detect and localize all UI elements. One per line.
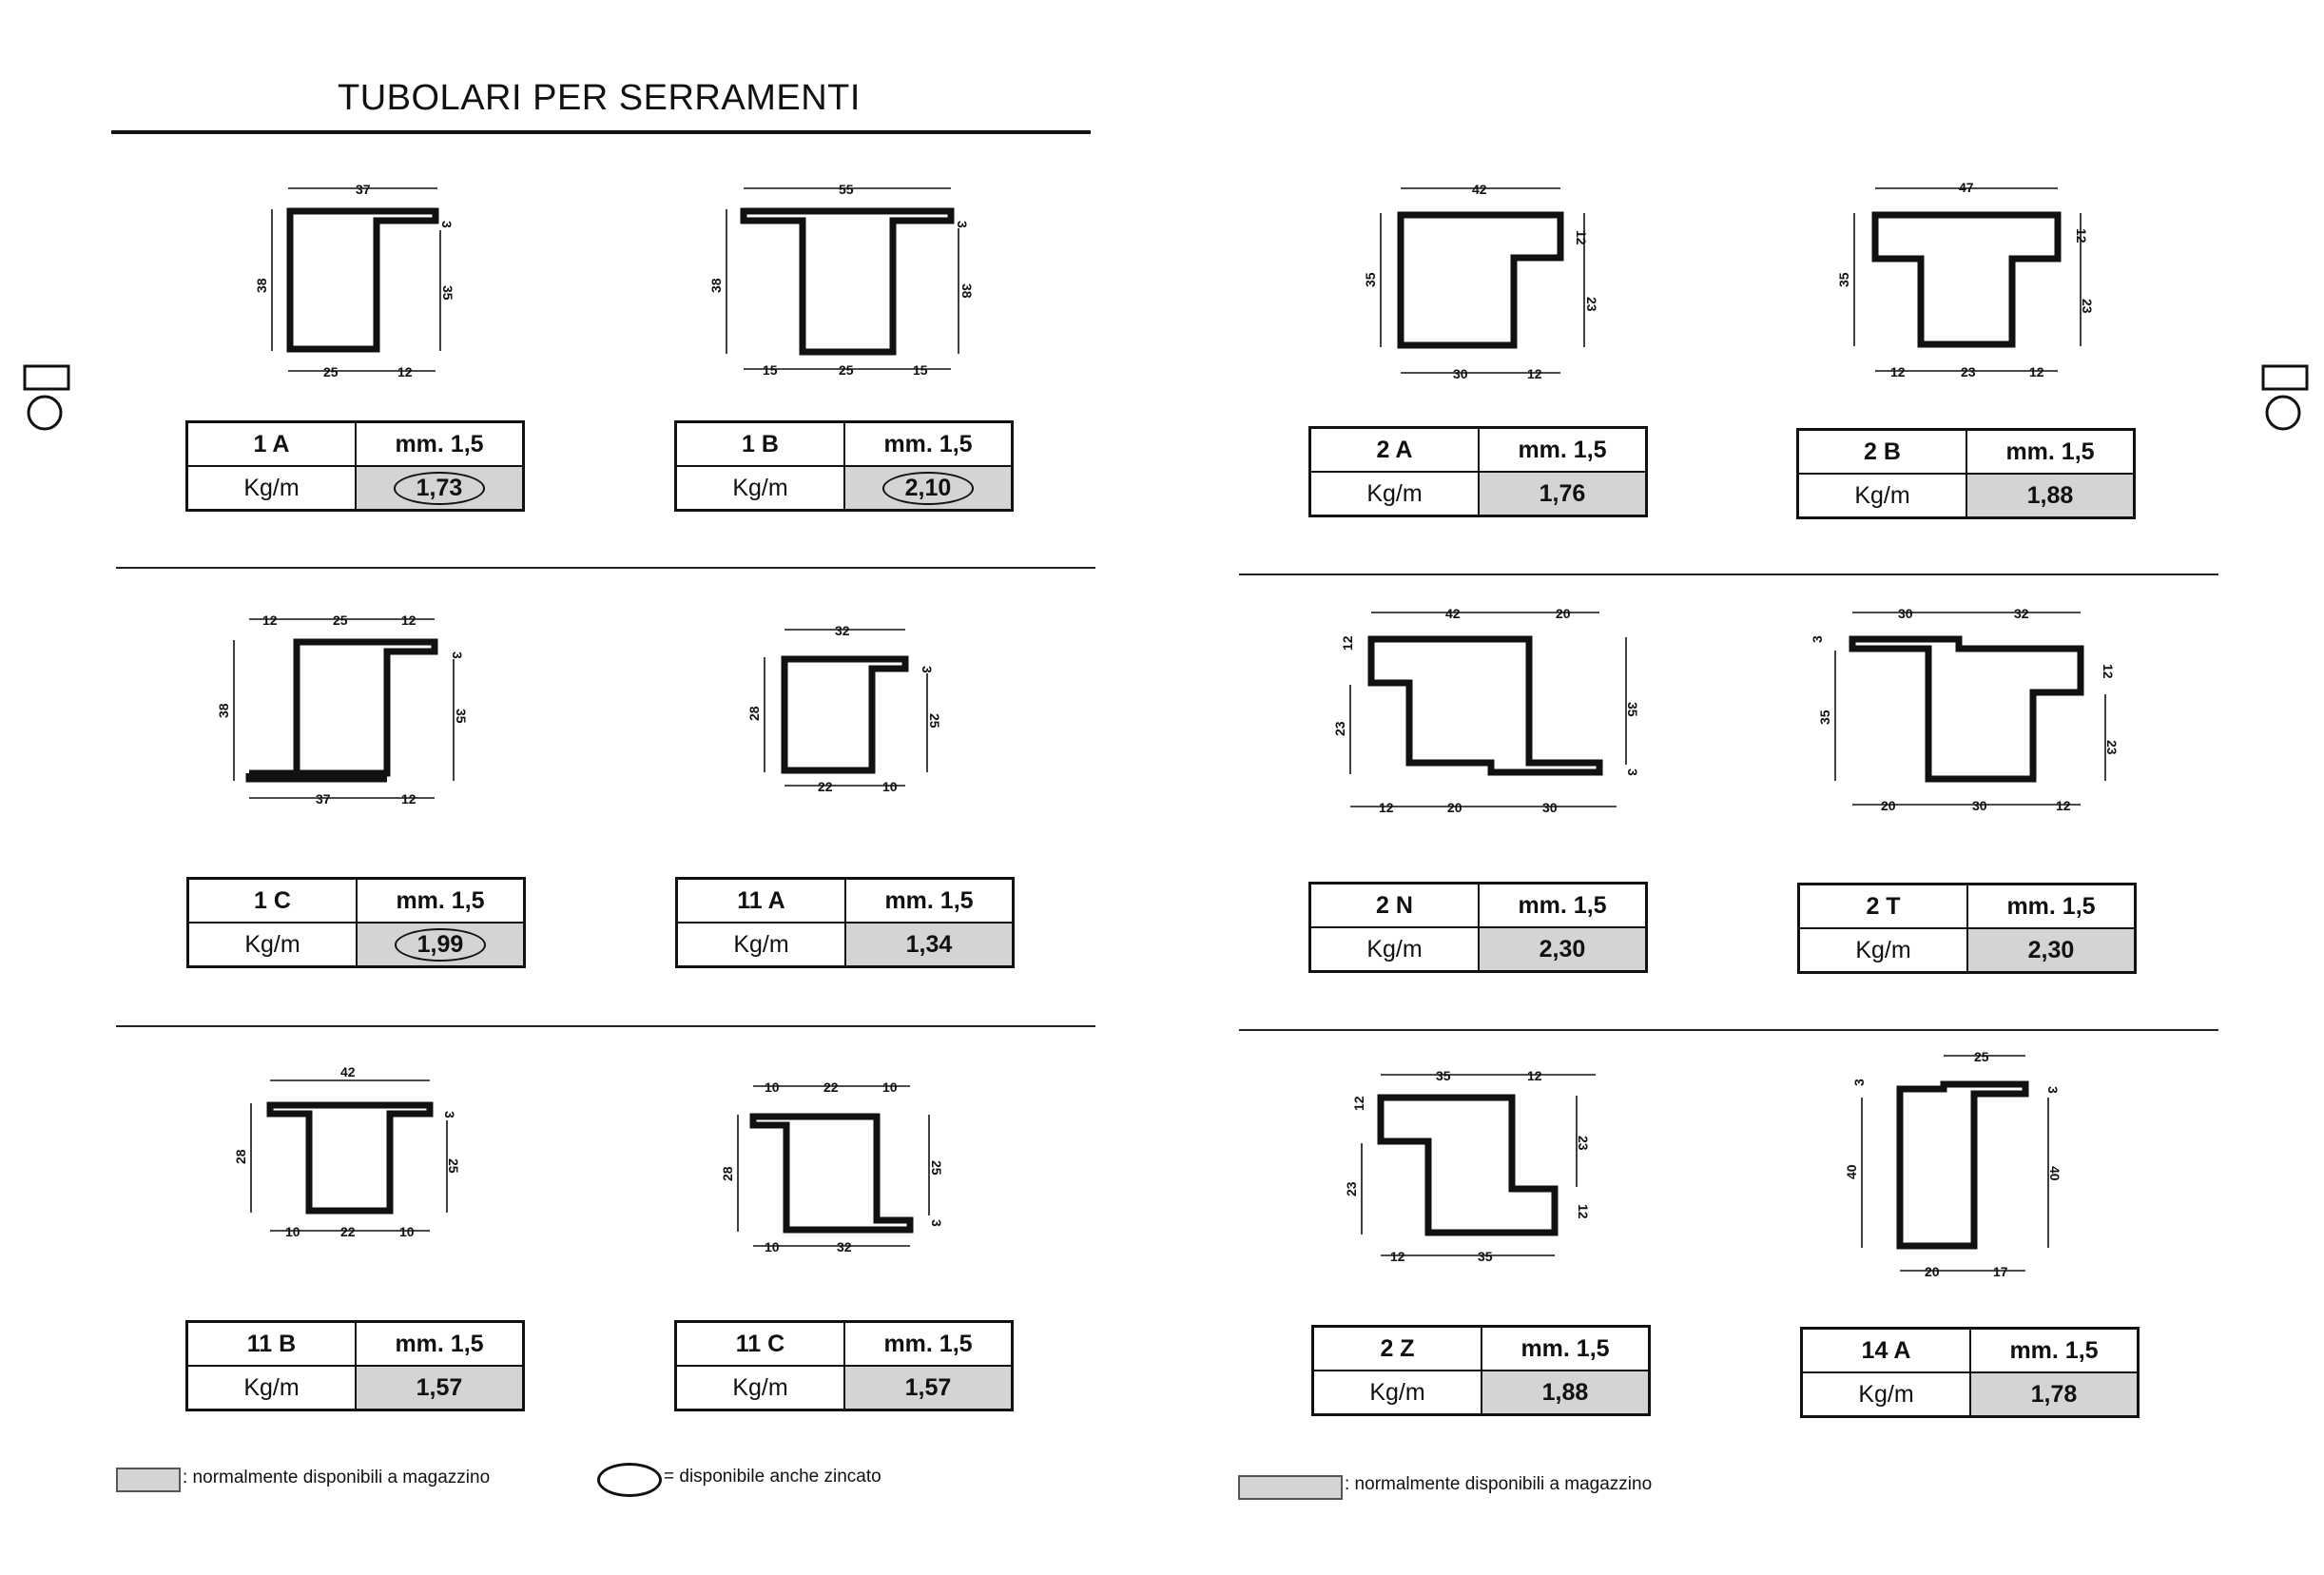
svg-text:15: 15 [763, 362, 778, 378]
weight-value: 2,30 [1967, 928, 2136, 973]
svg-text:23: 23 [1584, 297, 1599, 312]
spec-table-2n [1308, 882, 1648, 973]
thickness: mm. 1,5 [1479, 884, 1647, 928]
unit-label: Kg/m [187, 1366, 357, 1410]
svg-text:17: 17 [1993, 1264, 2008, 1279]
svg-text:3: 3 [442, 1111, 457, 1118]
svg-text:40: 40 [1844, 1164, 1859, 1179]
svg-text:40: 40 [2047, 1166, 2063, 1181]
weight-value: 2,30 [1479, 927, 1647, 972]
thickness: mm. 1,5 [356, 1322, 524, 1367]
profile-code: 1 C [188, 879, 358, 924]
weight-value: 1,57 [356, 1366, 524, 1410]
svg-text:42: 42 [340, 1064, 356, 1079]
svg-text:23: 23 [1961, 364, 1976, 379]
svg-text:28: 28 [720, 1166, 735, 1181]
svg-text:23: 23 [1332, 721, 1347, 736]
profile-drawing-2n [1331, 595, 1655, 824]
thickness: mm. 1,5 [1482, 1327, 1650, 1371]
svg-text:25: 25 [1974, 1049, 1989, 1064]
unit-label: Kg/m [677, 923, 846, 967]
profile-code: 2 T [1799, 885, 1968, 929]
svg-text:32: 32 [2014, 606, 2029, 621]
svg-text:28: 28 [233, 1149, 248, 1164]
spec-table-2z [1311, 1325, 1651, 1416]
legend-zinc-label: = disponibile anche zincato [664, 1467, 881, 1487]
unit-label: Kg/m [676, 1366, 845, 1410]
profile-code: 14 A [1802, 1329, 1971, 1373]
svg-text:12: 12 [1379, 800, 1394, 815]
svg-text:42: 42 [1472, 182, 1487, 197]
svg-text:23: 23 [2080, 299, 2095, 314]
unit-label: Kg/m [1313, 1371, 1482, 1415]
svg-text:12: 12 [1574, 230, 1589, 245]
svg-text:12: 12 [401, 791, 416, 807]
svg-text:3: 3 [439, 221, 455, 228]
weight-value: 1,78 [1970, 1372, 2139, 1417]
svg-text:12: 12 [2101, 664, 2116, 679]
svg-text:10: 10 [765, 1079, 780, 1095]
svg-text:25: 25 [929, 1160, 944, 1176]
svg-text:20: 20 [1447, 800, 1462, 815]
thickness: mm. 1,5 [1966, 430, 2135, 475]
svg-text:25: 25 [323, 364, 339, 379]
spec-table-2b [1796, 428, 2136, 519]
section-divider [1239, 1029, 2218, 1031]
zinc-ring: 2,10 [882, 472, 975, 505]
profile-drawing-11c [720, 1063, 972, 1273]
spec-table-2t [1797, 883, 2137, 974]
svg-text:12: 12 [2074, 228, 2089, 243]
unit-label: Kg/m [676, 466, 845, 511]
profile-code: 2 N [1310, 884, 1480, 928]
unit-label: Kg/m [1799, 928, 1968, 973]
svg-text:30: 30 [1453, 366, 1468, 381]
unit-label: Kg/m [1802, 1372, 1971, 1417]
svg-text:12: 12 [1527, 366, 1542, 381]
spec-table-14a [1800, 1327, 2140, 1418]
svg-text:55: 55 [839, 182, 854, 197]
profile-drawing-11a [742, 609, 970, 818]
svg-text:25: 25 [333, 612, 348, 628]
svg-text:10: 10 [765, 1239, 780, 1254]
thickness: mm. 1,5 [1967, 885, 2136, 929]
legend-stock-label: : normalmente disponibili a magazzino [183, 1468, 491, 1488]
page-title: TUBOLARI PER SERRAMENTI [338, 78, 861, 118]
unit-label: Kg/m [187, 466, 357, 511]
profile-code: 2 Z [1313, 1327, 1482, 1371]
svg-text:12: 12 [2029, 364, 2044, 379]
svg-text:12: 12 [2056, 798, 2071, 813]
svg-text:20: 20 [1556, 606, 1571, 621]
svg-text:32: 32 [837, 1239, 852, 1254]
svg-text:38: 38 [254, 278, 269, 293]
svg-text:23: 23 [1576, 1136, 1591, 1151]
svg-text:20: 20 [1925, 1264, 1940, 1279]
svg-text:12: 12 [1340, 635, 1355, 651]
svg-text:20: 20 [1881, 798, 1896, 813]
profile-drawing-1b [708, 171, 981, 390]
svg-text:10: 10 [882, 1079, 898, 1095]
section-divider [116, 1025, 1095, 1027]
svg-text:3: 3 [1810, 635, 1825, 643]
svg-text:42: 42 [1445, 606, 1461, 621]
weight-value: 1,34 [845, 923, 1014, 967]
svg-text:35: 35 [454, 709, 469, 724]
unit-label: Kg/m [1310, 472, 1480, 516]
svg-text:38: 38 [708, 278, 724, 293]
svg-text:28: 28 [746, 706, 762, 721]
svg-text:12: 12 [397, 364, 413, 379]
zinc-ring: 1,99 [395, 928, 487, 962]
section-divider [1239, 574, 2218, 575]
svg-text:35: 35 [1836, 272, 1851, 287]
spec-table-1a [185, 420, 525, 512]
svg-text:3: 3 [2045, 1086, 2061, 1094]
svg-text:32: 32 [835, 623, 850, 638]
thickness: mm. 1,5 [357, 879, 525, 924]
profile-drawing-1c [216, 602, 487, 821]
profile-code: 2 A [1310, 428, 1480, 473]
profile-drawing-2b [1837, 171, 2113, 390]
spec-table-1b [674, 420, 1014, 512]
svg-text:3: 3 [1625, 768, 1640, 776]
thickness: mm. 1,5 [844, 422, 1013, 467]
svg-text:30: 30 [1972, 798, 1987, 813]
profile-code: 11 B [187, 1322, 357, 1367]
svg-text:12: 12 [1390, 1249, 1405, 1264]
svg-text:35: 35 [1478, 1249, 1493, 1264]
svg-text:25: 25 [927, 713, 942, 729]
spec-table-11c [674, 1320, 1014, 1411]
spec-table-11a [675, 877, 1015, 968]
profile-code: 1 A [187, 422, 357, 467]
binder-icon-right [2259, 363, 2313, 434]
svg-text:10: 10 [285, 1224, 300, 1239]
svg-text:23: 23 [1344, 1181, 1359, 1196]
binder-icon-left [21, 363, 74, 434]
profile-drawing-1a [255, 171, 464, 390]
spec-table-1c [186, 877, 526, 968]
profile-drawing-2a [1356, 171, 1613, 390]
legend-zinc-ring [597, 1463, 662, 1497]
svg-text:25: 25 [839, 362, 854, 378]
legend-stock-label-right: : normalmente disponibili a magazzino [1345, 1474, 1653, 1494]
svg-text:22: 22 [340, 1224, 356, 1239]
weight-value: 1,76 [1479, 472, 1647, 516]
svg-text:12: 12 [1576, 1204, 1591, 1219]
unit-label: Kg/m [188, 923, 358, 967]
legend-stock-swatch-right [1238, 1475, 1343, 1500]
svg-text:3: 3 [929, 1219, 944, 1227]
svg-text:12: 12 [1890, 364, 1906, 379]
svg-text:10: 10 [882, 779, 898, 794]
svg-text:3: 3 [955, 221, 970, 228]
svg-text:12: 12 [401, 612, 416, 628]
profile-drawing-11b [230, 1063, 477, 1273]
svg-text:30: 30 [1898, 606, 1913, 621]
profile-code: 1 B [676, 422, 845, 467]
svg-text:37: 37 [316, 791, 331, 807]
unit-label: Kg/m [1310, 927, 1480, 972]
svg-text:10: 10 [399, 1224, 415, 1239]
svg-text:35: 35 [1436, 1068, 1451, 1083]
section-divider [116, 567, 1095, 569]
weight-value: 1,88 [1482, 1371, 1650, 1415]
thickness: mm. 1,5 [845, 879, 1014, 924]
svg-text:38: 38 [959, 283, 975, 299]
svg-text:25: 25 [446, 1158, 461, 1174]
svg-text:15: 15 [913, 362, 928, 378]
svg-text:35: 35 [1625, 702, 1640, 717]
svg-text:47: 47 [1959, 180, 1974, 195]
svg-text:37: 37 [356, 182, 371, 197]
svg-text:12: 12 [1351, 1096, 1366, 1111]
svg-text:3: 3 [920, 666, 935, 673]
weight-value [356, 466, 524, 511]
svg-text:12: 12 [262, 612, 278, 628]
svg-text:3: 3 [1851, 1079, 1867, 1086]
profile-code: 2 B [1798, 430, 1967, 475]
svg-text:35: 35 [1817, 710, 1832, 725]
weight-value [357, 923, 525, 967]
weight-value: 1,57 [844, 1366, 1013, 1410]
svg-text:35: 35 [1363, 272, 1378, 287]
legend-stock-swatch [116, 1468, 181, 1492]
svg-text:12: 12 [1527, 1068, 1542, 1083]
thickness: mm. 1,5 [1479, 428, 1647, 473]
profile-drawing-2t [1807, 595, 2130, 824]
profile-drawing-14a [1845, 1042, 2092, 1290]
svg-text:30: 30 [1542, 800, 1558, 815]
spec-table-11b [185, 1320, 525, 1411]
unit-label: Kg/m [1798, 474, 1967, 518]
profile-drawing-2z [1341, 1056, 1645, 1284]
weight-value: 1,88 [1966, 474, 2135, 518]
thickness: mm. 1,5 [356, 422, 524, 467]
profile-code: 11 A [677, 879, 846, 924]
svg-text:35: 35 [440, 285, 455, 301]
thickness: mm. 1,5 [1970, 1329, 2139, 1373]
svg-text:3: 3 [450, 651, 465, 659]
spec-table-2a [1308, 426, 1648, 517]
title-rule [111, 130, 1091, 134]
svg-text:22: 22 [818, 779, 833, 794]
svg-text:22: 22 [823, 1079, 839, 1095]
zinc-ring: 1,73 [394, 472, 486, 505]
svg-text:38: 38 [216, 703, 231, 718]
svg-text:23: 23 [2104, 740, 2120, 755]
thickness: mm. 1,5 [844, 1322, 1013, 1367]
profile-code: 11 C [676, 1322, 845, 1367]
weight-value [844, 466, 1013, 511]
